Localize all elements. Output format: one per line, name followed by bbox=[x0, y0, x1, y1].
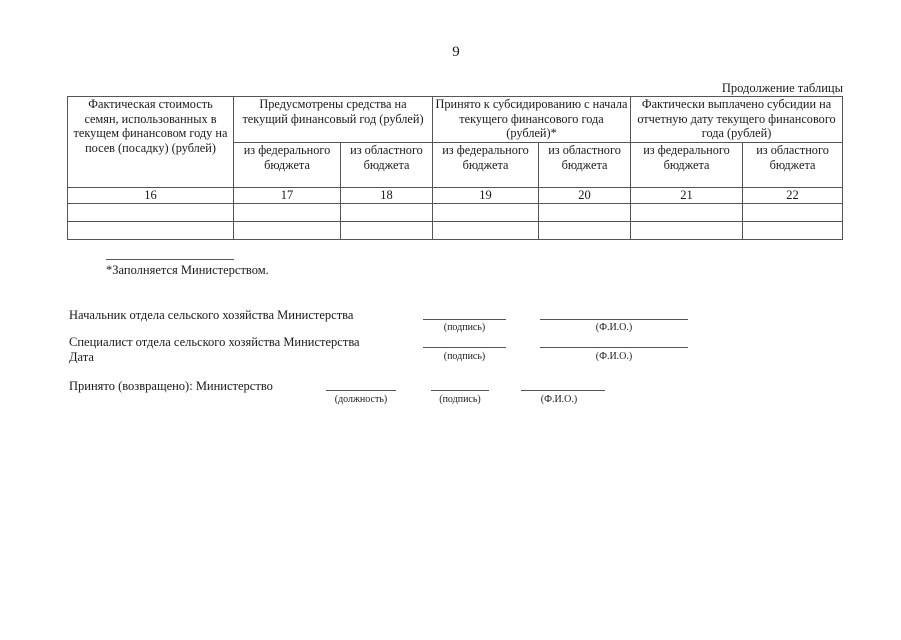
header-paid-subsidy: Фактически выплачено субсидии на отчетную дату текущего финансового года (рублей) bbox=[631, 97, 843, 143]
table-cell[interactable] bbox=[631, 222, 743, 240]
table-row bbox=[68, 222, 843, 240]
table-cell[interactable] bbox=[68, 204, 234, 222]
column-number: 22 bbox=[743, 188, 843, 204]
head-name-line[interactable] bbox=[540, 319, 688, 320]
accepted-label: Принято (возвращено): Министерство bbox=[69, 379, 273, 393]
table-cell[interactable] bbox=[341, 222, 433, 240]
specialist-name-line[interactable] bbox=[540, 347, 688, 348]
head-signature-line[interactable] bbox=[423, 319, 506, 320]
specialist-signature-caption: (подпись) bbox=[443, 351, 486, 362]
column-number: 17 bbox=[234, 188, 341, 204]
subsidy-table bbox=[67, 96, 843, 240]
header-accepted-subsidy: Принято к субсидированию с начала текущего финансового года (рублей)* bbox=[433, 97, 631, 143]
subheader-regional: из областного бюджета bbox=[539, 143, 631, 188]
table-header-row bbox=[68, 97, 843, 143]
table-cell[interactable] bbox=[631, 204, 743, 222]
table-cell[interactable] bbox=[234, 222, 341, 240]
table-cell[interactable] bbox=[433, 222, 539, 240]
accepted-name-line[interactable] bbox=[521, 390, 605, 391]
head-name-caption: (Ф.И.О.) bbox=[595, 322, 633, 333]
accepted-position-line[interactable] bbox=[326, 390, 396, 391]
date-label: Дата bbox=[69, 350, 94, 364]
table-cell[interactable] bbox=[743, 204, 843, 222]
column-number-row bbox=[68, 188, 843, 204]
accepted-signature-caption: (подпись) bbox=[439, 394, 481, 405]
header-planned-funds: Предусмотрены средства на текущий финансовый год (рублей) bbox=[234, 97, 433, 143]
subheader-regional: из областного бюджета bbox=[743, 143, 843, 188]
subheader-federal: из федерального бюджета bbox=[433, 143, 539, 188]
page-number: 9 bbox=[452, 44, 460, 60]
specialist-signature-label: Специалист отдела сельского хозяйства Министерства bbox=[69, 335, 360, 349]
accepted-name-caption: (Ф.И.О.) bbox=[540, 394, 578, 405]
column-number: 16 bbox=[68, 188, 234, 204]
footnote-divider bbox=[106, 259, 234, 260]
table-cell[interactable] bbox=[539, 222, 631, 240]
head-signature-caption: (подпись) bbox=[443, 322, 486, 333]
subheader-regional: из областного бюджета bbox=[341, 143, 433, 188]
accepted-position-caption: (должность) bbox=[334, 394, 388, 405]
table-row bbox=[68, 204, 843, 222]
subheader-federal: из федерального бюджета bbox=[234, 143, 341, 188]
table-cell[interactable] bbox=[539, 204, 631, 222]
column-number: 20 bbox=[539, 188, 631, 204]
header-seed-cost: Фактическая стоимость семян, использованных в текущем финансовом году на посев (посадку) (рублей) bbox=[68, 97, 234, 188]
table-cell[interactable] bbox=[341, 204, 433, 222]
column-number: 21 bbox=[631, 188, 743, 204]
continuation-label: Продолжение таблицы bbox=[721, 81, 843, 95]
column-number: 19 bbox=[433, 188, 539, 204]
footnote: *Заполняется Министерством. bbox=[106, 263, 269, 277]
head-signature-label: Начальник отдела сельского хозяйства Министерства bbox=[69, 308, 354, 322]
table-cell[interactable] bbox=[743, 222, 843, 240]
table-cell[interactable] bbox=[433, 204, 539, 222]
column-number: 18 bbox=[341, 188, 433, 204]
table-cell[interactable] bbox=[68, 222, 234, 240]
table-cell[interactable] bbox=[234, 204, 341, 222]
specialist-name-caption: (Ф.И.О.) bbox=[595, 351, 633, 362]
specialist-signature-line[interactable] bbox=[423, 347, 506, 348]
accepted-signature-line[interactable] bbox=[431, 390, 489, 391]
subheader-federal: из федерального бюджета bbox=[631, 143, 743, 188]
